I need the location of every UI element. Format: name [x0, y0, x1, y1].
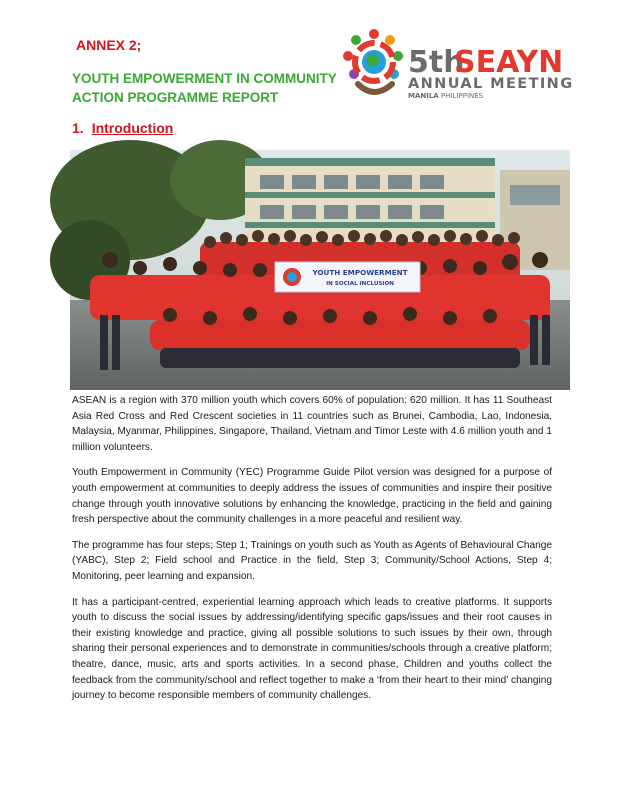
section-heading [72, 120, 173, 136]
annex-label: ANNEX 2; [76, 37, 142, 53]
paragraph: It has a participant-centred, experiential learning approach which leads to creative platforms. It supports youth to discuss the social issues by addressing/identifying specific gaps/issues and their root causes in their existing knowledge and practice, giving all possible solutions to such issues by their own, through sharing their personal experiences and to demonstrate in communities/schools through a creative platform; theatre, dance, music, arts and sports activities. In a second phase, Children and youths collect the feedback from the community/school and reflect together to make a ‘from their heart to their mind’ changing journey to become responsible members of community challenges. [72, 596, 552, 702]
report-title: YOUTH EMPOWERMENT IN COMMUNITY ACTION PROGRAMME REPORT [72, 71, 337, 105]
event-banner [275, 262, 420, 292]
paragraph: The programme has four steps; Step 1; Trainings on youth such as Youth as Agents of Behavioural Change (YABC), Step 2; Field school and Practice in the field, Step 3; Community/School Actions, Step 4; Monitoring, peer learning and expansion. [72, 539, 552, 582]
paragraph: Youth Empowerment in Community (YEC) Programme Guide Pilot version was designed for a purpose of youth empowerment at communities to deeply address the issues of communities and inspire their positive change through youth innovative solutions by enhancing the knowledge, practicing in the field and gaining fresh perspective about the community challenges in a more peaceful and resilient way. [72, 467, 552, 526]
section-number: 1. [72, 120, 84, 136]
body-text [72, 393, 552, 714]
people-circle-icon [343, 29, 403, 92]
section-title: Introduction [91, 120, 174, 136]
group-photo [70, 150, 570, 390]
logo-country: PHILIPPINES [441, 92, 484, 100]
paragraph: ASEAN is a region with 370 million youth which covers 60% of population: 620 million. It has 11 Southeast Asia Red Cross and Red Crescent societies in 11 countries such as Brunei, Cambodia, Lao, Indonesia, Malaysia, Myanmar, Philippines, Singapore, Thailand, Vietnam and Timor Leste with 4.6 million youth and 1 million volunteers. [72, 395, 552, 453]
seayn-logo [338, 28, 574, 108]
logo-name: SEAYN [454, 45, 564, 80]
logo-city: MANILA [408, 92, 439, 100]
banner-line2: IN SOCIAL INCLUSION [326, 281, 394, 287]
logo-subtitle: ANNUAL MEETING [408, 76, 574, 92]
banner-line1: YOUTH EMPOWERMENT [312, 268, 408, 277]
logo-edition: 5th [408, 45, 465, 80]
